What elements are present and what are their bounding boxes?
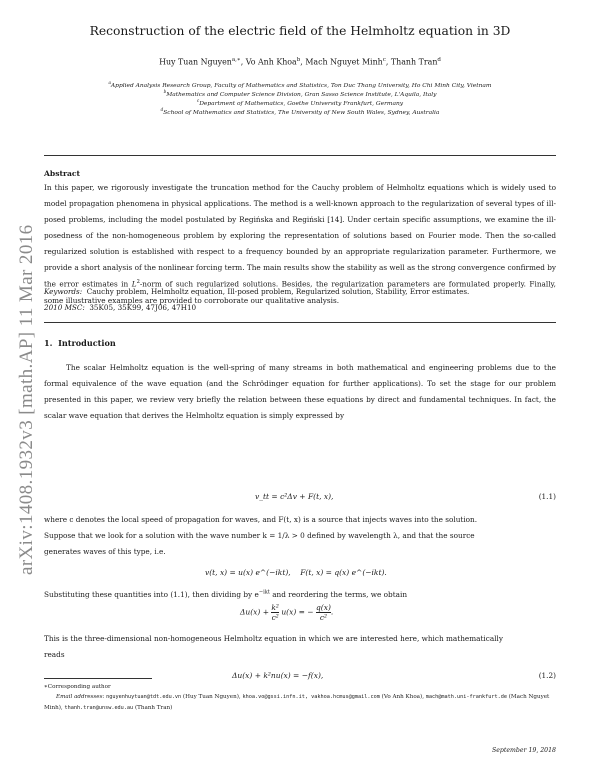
arxiv-stamp: arXiv:1408.1932v3 [math.AP] 11 Mar 2016	[16, 224, 37, 575]
author-list: Huy Tuan Nguyen$^{a,∗}$, Vo Anh Khoa$^b$, Mach Nguyet Minh$^c$, Thanh Tran$^d$	[159, 57, 441, 67]
author-mark: a,∗	[231, 57, 241, 63]
text-line: Substituting these quantities into (1.1), then dividing by $e^{-ikt}$ and reordering the terms, we obtain	[44, 589, 408, 599]
equation-number: (1.1)	[538, 492, 556, 501]
author-mark: c	[382, 57, 386, 63]
abstract-body: In this paper, we rigorously investigate the truncation method for the Cauchy problem of Helmholtz equations which is widely used to model propagation phenomena in physical applications. The method is a well-known approach to the regularization of several types of ill-posed problems, including the model postulated by Regińska and Regiński [14]. Under certain specific assumptions, we examine the ill-posedness of the non-homogeneous problem by exploring the representation of solutions based on Fourier mode. Then the so-called regularized solution is established with respect to a frequency bounded by an appropriate regularization parameter. Furthermore, we provide a short analysis of the nonlinear forcing term. The main results show the stability as well as the strong convergence confirmed by the error estimates in $L^2$-norm of such regularized solutions. Besides, the regularization parameters are formulated properly. Finally, some illustrative examples are provided to corroborate our qualitative analysis.	[44, 183, 557, 305]
email-link[interactable]: mach@math.uni-frankfurt.de	[425, 694, 507, 700]
affiliation: $^a$Applied Analysis Research Group, Faculty of Mathematics and Statistics, Ton Duc Thang University, Ho Chi Minh City, Vietnam	[108, 80, 492, 89]
email-link[interactable]: thanh.tran@unsw.edu.au	[64, 704, 134, 711]
msc: 2010 MSC: 35K05, 35K99, 47J06, 47H10	[44, 303, 197, 312]
text-line: This is the three-dimensional non-homogeneous Helmholtz equation in which we are interested here, which mathematically	[44, 634, 503, 643]
abstract-heading: Abstract	[44, 169, 81, 178]
author-name: Mach Nguyet Minh	[305, 57, 383, 67]
author-mark: b	[296, 57, 301, 63]
paper-title: Reconstruction of the electric field of the Helmholtz equation in 3D	[89, 24, 511, 38]
equation-1-2: Δu(x) + k²nu(x) = −f(x),	[232, 671, 324, 680]
footnote-rule	[44, 678, 152, 679]
affiliation: $^c$Department of Mathematics, Goethe University Frankfurt, Germany	[196, 98, 404, 107]
affiliation: $^b$Mathematics and Computer Science Division, Gran Sasso Science Institute, L'Aquila, Italy	[163, 89, 437, 98]
footnote-corresponding: ∗Corresponding author	[44, 684, 111, 690]
equation-1-1: v_tt = c²Δv + F(t, x),	[255, 492, 334, 501]
author-name: Huy Tuan Nguyen	[159, 57, 232, 67]
affiliation: $^d$School of Mathematics and Statistics, The University of New South Wales, Sydney, Australia	[160, 107, 440, 116]
email-link[interactable]: nguyenhuytuan@tdt.edu.vn	[106, 694, 182, 700]
text-line: reads	[44, 650, 65, 659]
equation-wave-ansatz: v(t, x) = u(x) e^(−ikt), F(t, x) = q(x) e^(−ikt).	[205, 568, 387, 577]
equation-helmholtz-intermediate: Δu(x) + $\frac{\text{k²}}{\text{c²}}$ u(x) = − $\frac{q(x)}{\text{c²}}$ .	[240, 603, 334, 622]
author-name: Thanh Tran	[390, 57, 438, 67]
author-mark: d	[437, 57, 441, 63]
preprint-date: September 19, 2018	[492, 747, 556, 754]
divider-top	[44, 155, 556, 156]
email-link[interactable]: khoa.vo@gssi.infn.it, vakhoa.hcmus@gmail.com	[242, 694, 380, 700]
text-line: Suppose that we look for a solution with the wave number k = 1/λ > 0 defined by wavelength λ, and that the source	[44, 531, 475, 540]
divider-bottom	[44, 322, 556, 323]
footnote-emails: Email addresses: nguyenhuytuan@tdt.edu.vn (Huy Tuan Nguyen), khoa.vo@gssi.infn.it, vakhoa.hcmus@gmail.com (Vo Anh Khoa), mach@math.uni-frankfurt.de (Mach Nguyet Minh), thanh.tran@unsw.edu.au (Thanh Tran)	[44, 694, 550, 711]
equation-number: (1.2)	[538, 671, 556, 680]
text-line: generates waves of this type, i.e.	[44, 547, 166, 556]
author-name: Vo Anh Khoa	[245, 57, 297, 67]
section-heading: 1. Introduction	[44, 338, 116, 348]
intro-paragraph: The scalar Helmholtz equation is the well-spring of many streams in both mathematical and engineering problems due to the formal equivalence of the wave equation (and the Schrödinger equation for further applications). To set the stage for our problem presented in this paper, we review very briefly the relation between these equations by direct and fundamental techniques. In fact, the scalar wave equation that derives the Helmholtz equation is simply expressed by	[44, 363, 556, 420]
keywords: Keywords: Cauchy problem, Helmholtz equation, Ill-posed problem, Regularized solution, Stability, Error estimates.	[44, 287, 470, 296]
text-line: where c denotes the local speed of propagation for waves, and F(t, x) is a source that injects waves into the solution.	[44, 515, 478, 524]
